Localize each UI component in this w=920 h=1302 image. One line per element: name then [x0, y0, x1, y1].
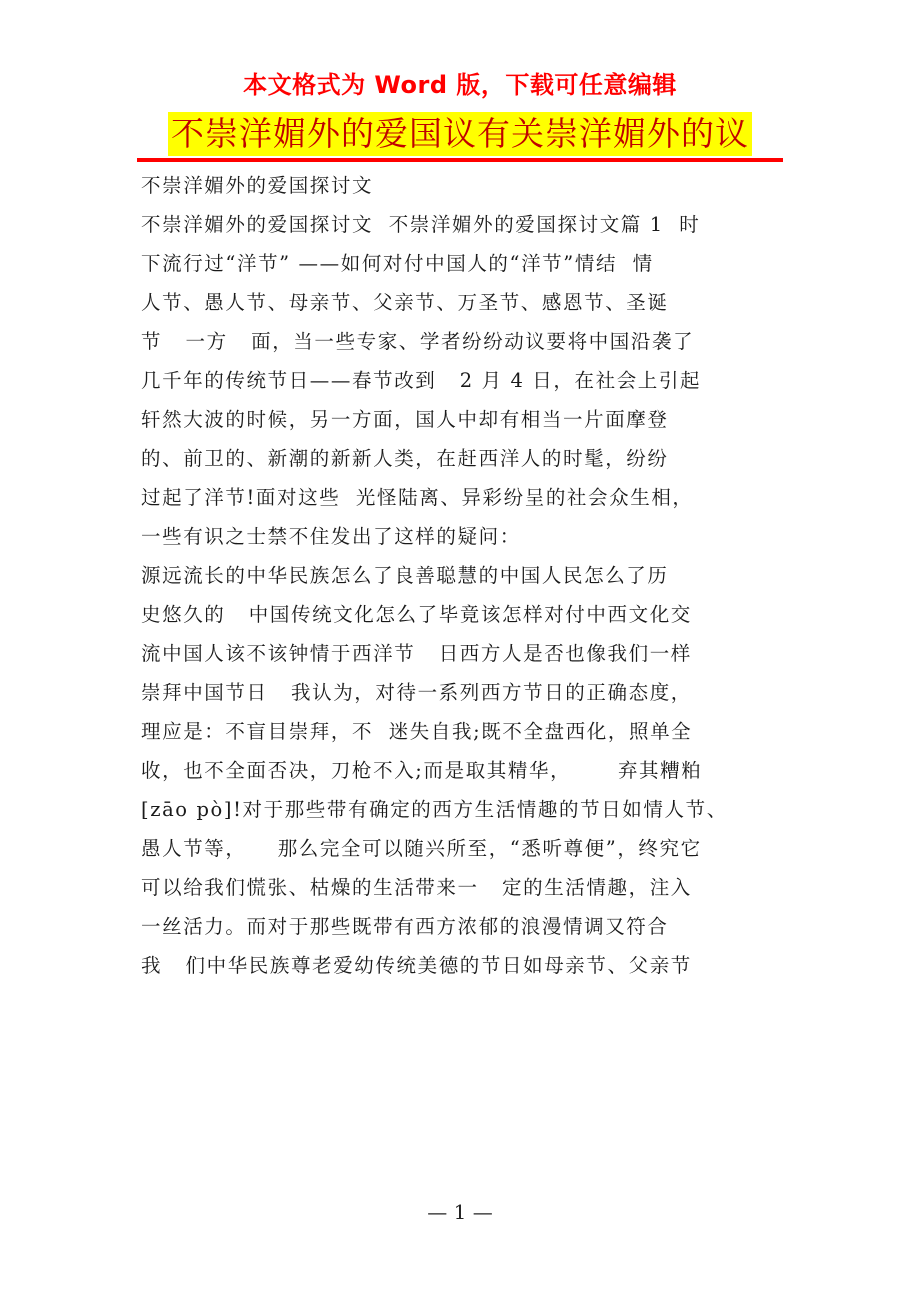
text-line: 史悠久的 中国传统文化怎么了毕竟该怎样对付中西文化交 [141, 603, 692, 626]
text-line: 一些有识之士禁不住发出了这样的疑问： [141, 525, 521, 548]
text-line: 几千年的传统节日——春节改到 2 月 4 日，在社会上引起 [141, 369, 702, 392]
text-line: 愚人节等， 那么完全可以随兴所至，“悉听尊便”，终究它 [141, 837, 702, 860]
text-line: 不崇洋媚外的爱国探讨文 不崇洋媚外的爱国探讨文篇 1 时 [141, 213, 701, 236]
text-line: 理应是：不盲目崇拜，不 迷失自我;既不全盘西化，照单全 [141, 720, 693, 743]
title-divider [137, 158, 783, 162]
body-text [141, 166, 786, 985]
format-notice: 本文格式为 Word 版，下载可任意编辑 [243, 71, 677, 99]
text-line: [zāo pò]!对于那些带有确定的西方生活情趣的节日如情人节、 [141, 798, 728, 821]
text-line: 源远流长的中华民族怎么了良善聪慧的中国人民怎么了历 [141, 564, 669, 587]
text-line: 流中国人该不该钟情于西洋节 日西方人是否也像我们一样 [141, 642, 692, 665]
text-line: 下流行过“洋节” ——如何对付中国人的“洋节”情结 情 [141, 252, 654, 275]
text-line: 不崇洋媚外的爱国探讨文 [141, 174, 374, 197]
text-line: 节 一方 面，当一些专家、学者纷纷动议要将中国沿袭了 [141, 330, 695, 353]
text-line: 收，也不全面否决，刀枪不入;而是取其精华， 弃其糟粕 [141, 759, 703, 782]
page-number: — 1 — [427, 1200, 493, 1224]
text-line: 崇拜中国节日 我认为，对待一系列西方节日的正确态度， [141, 681, 692, 704]
text-line: 人节、愚人节、母亲节、父亲节、万圣节、感恩节、圣诞 [141, 291, 669, 314]
title-container [0, 112, 920, 156]
text-line: 可以给我们慌张、枯燥的生活带来一 定的生活情趣，注入 [141, 876, 692, 899]
text-line: 轩然大波的时候，另一方面，国人中却有相当一片面摩登 [141, 408, 669, 431]
text-line: 过起了洋节!面对这些 光怪陆离、异彩纷呈的社会众生相， [141, 486, 694, 509]
text-line: 我 们中华民族尊老爱幼传统美德的节日如母亲节、父亲节 [141, 954, 692, 977]
text-line: 的、前卫的、新潮的新新人类，在赶西洋人的时髦，纷纷 [141, 447, 669, 470]
document-title: 不崇洋媚外的爱国议有关崇洋媚外的议 [168, 112, 752, 156]
text-line: 一丝活力。而对于那些既带有西方浓郁的浪漫情调又符合 [141, 915, 669, 938]
